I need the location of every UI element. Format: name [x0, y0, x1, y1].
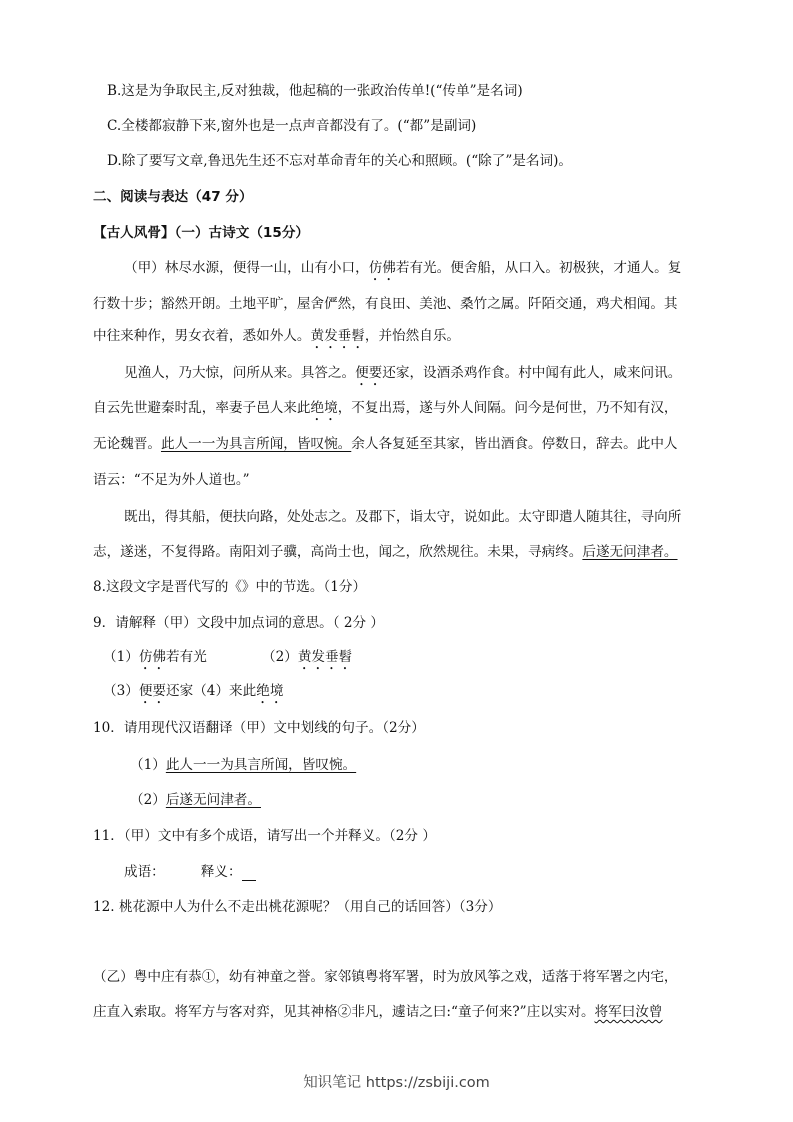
- question-10-item-2: [130, 791, 261, 809]
- text-span: 见渔人，乃大惊，问所从来。具答之。: [124, 365, 356, 381]
- text-span: 余人各复延至其家，皆出酒食。停数日，辞去。此中人: [351, 436, 678, 452]
- item-label: （1）: [103, 649, 139, 665]
- option-b: B.这是为争取民主,反对独裁，他起稿的一张政治传单!(“传单”是名词): [107, 83, 523, 99]
- answer-blank: [242, 866, 256, 881]
- text-span: （甲）林尽水源，便得一山，山有小口，: [124, 260, 369, 276]
- passage-yi-line: （乙）粤中庄有恭①，幼有神童之誉。家邻镇粤将军署，时为放风筝之戏，适落于将军署之内宅，: [93, 969, 678, 985]
- dotted-word: 绝境: [256, 683, 284, 699]
- text-span: ，不复出焉，遂与外人间隔。问今是何世，乃不知有汉，: [337, 400, 678, 416]
- subsection-bracket: 【古人风骨】: [93, 225, 175, 241]
- passage-jia-line: 既出，得其船，便扶向路，处处志之。及郡下，诣太守，说如此。太守即遣人随其往，寻向所: [124, 509, 682, 525]
- text-span: 还家: [166, 683, 194, 699]
- item-label: （4）来此: [193, 683, 257, 699]
- question-12: 12. 桃花源中人为什么不走出桃花源呢？（用自己的话回答）（3分）: [93, 899, 502, 915]
- dotted-word: 仿佛: [138, 649, 167, 665]
- question-10: 10．请用现代汉语翻译（甲）文中划线的句子。（2分）: [93, 720, 425, 736]
- idiom-label: 成语：: [124, 864, 165, 880]
- underlined-sentence-1: 此人一一为具言所闻，皆叹惋。: [160, 436, 352, 452]
- passage-jia-line: [93, 435, 678, 453]
- text-span: 自云先世避秦时乱，率妻子邑人来此: [93, 400, 311, 416]
- subsection-title: （一）古诗文（15分）: [174, 225, 310, 241]
- item-label: （2）: [262, 649, 298, 665]
- option-c: C.全楼都寂静下来,窗外也是一点声音都没有了。(“都”是副词): [107, 118, 477, 134]
- dotted-word: 黄发垂髫: [297, 649, 353, 665]
- passage-jia-line: 行数十步；豁然开朗。土地平旷，屋舍俨然，有良田、美池、桑竹之属。阡陌交通，鸡犬相闻。其: [93, 296, 678, 312]
- underlined-sentence: 后遂无问津者。: [165, 792, 261, 808]
- option-d: D.除了要写文章,鲁迅先生还不忘对革命青年的关心和照顾。(“除了”是名词)。: [107, 153, 572, 169]
- text-span: 无论魏晋。: [93, 436, 161, 452]
- footer-watermark: 知识笔记 https://zsbiji.com: [303, 1075, 490, 1091]
- question-9-item-3-4: [103, 682, 283, 707]
- item-label: （3）: [103, 683, 139, 699]
- text-span: 庄直入索取。将军方与客对弈，见其神格②非凡，遽诘之曰:“童子何来?”庄以实对。: [93, 1004, 595, 1020]
- question-9-item-2: [262, 648, 352, 673]
- question-8: 8.这段文字是晋代写的《》中的节选。（1分）: [93, 579, 367, 595]
- underlined-sentence: 此人一一为具言所闻，皆叹惋。: [165, 757, 357, 773]
- passage-yi-line: [93, 1003, 663, 1021]
- dotted-word: 便要: [138, 683, 167, 699]
- item-label: （1）: [130, 757, 166, 773]
- text-span: 还家，设酒杀鸡作食。村中闻有此人，咸来问讯。: [382, 365, 682, 381]
- text-span: 若有光: [166, 649, 207, 665]
- wavy-underlined-text: 将军曰汝曾: [594, 1004, 663, 1020]
- dotted-word-huangfa: 黄发垂髫: [310, 328, 365, 344]
- question-11-answer-line: [124, 863, 256, 881]
- subsection-heading: [93, 224, 309, 242]
- dotted-word-bianyao: 便要: [355, 365, 383, 381]
- dotted-word-fangfu: 仿佛: [368, 260, 396, 276]
- passage-jia-line: [93, 327, 460, 352]
- question-10-item-1: [130, 756, 356, 774]
- passage-jia-line: [93, 399, 678, 424]
- underlined-sentence-2: 后遂无问津者。: [582, 544, 678, 560]
- passage-jia-line: [124, 364, 681, 389]
- text-span: 若有光。便舍船，从口入。初极狭，才通人。复: [395, 260, 682, 276]
- text-span: ，并怡然自乐。: [364, 328, 461, 344]
- section-heading: 二、阅读与表达（47 分）: [93, 189, 253, 205]
- meaning-label: 释义：: [200, 864, 242, 880]
- text-span: 志，遂迷，不复得路。南阳刘子骥，高尚士也，闻之，欣然规往。未果，寻病终。: [93, 544, 583, 560]
- passage-jia-line: 语云：“不足为外人道也。”: [93, 472, 250, 488]
- text-span: 中往来种作，男女衣着，悉如外人。: [93, 328, 311, 344]
- passage-jia-line: [124, 259, 681, 284]
- question-9: 9．请解释（甲）文段中加点词的意思。（ 2分 ）: [93, 615, 385, 631]
- item-label: （2）: [130, 792, 166, 808]
- question-9-item-1: [103, 648, 207, 673]
- dotted-word-juejing: 绝境: [310, 400, 338, 416]
- passage-jia-line: [93, 543, 678, 561]
- question-11: 11．（甲）文中有多个成语，请写出一个并释义。（2分 ）: [93, 828, 436, 844]
